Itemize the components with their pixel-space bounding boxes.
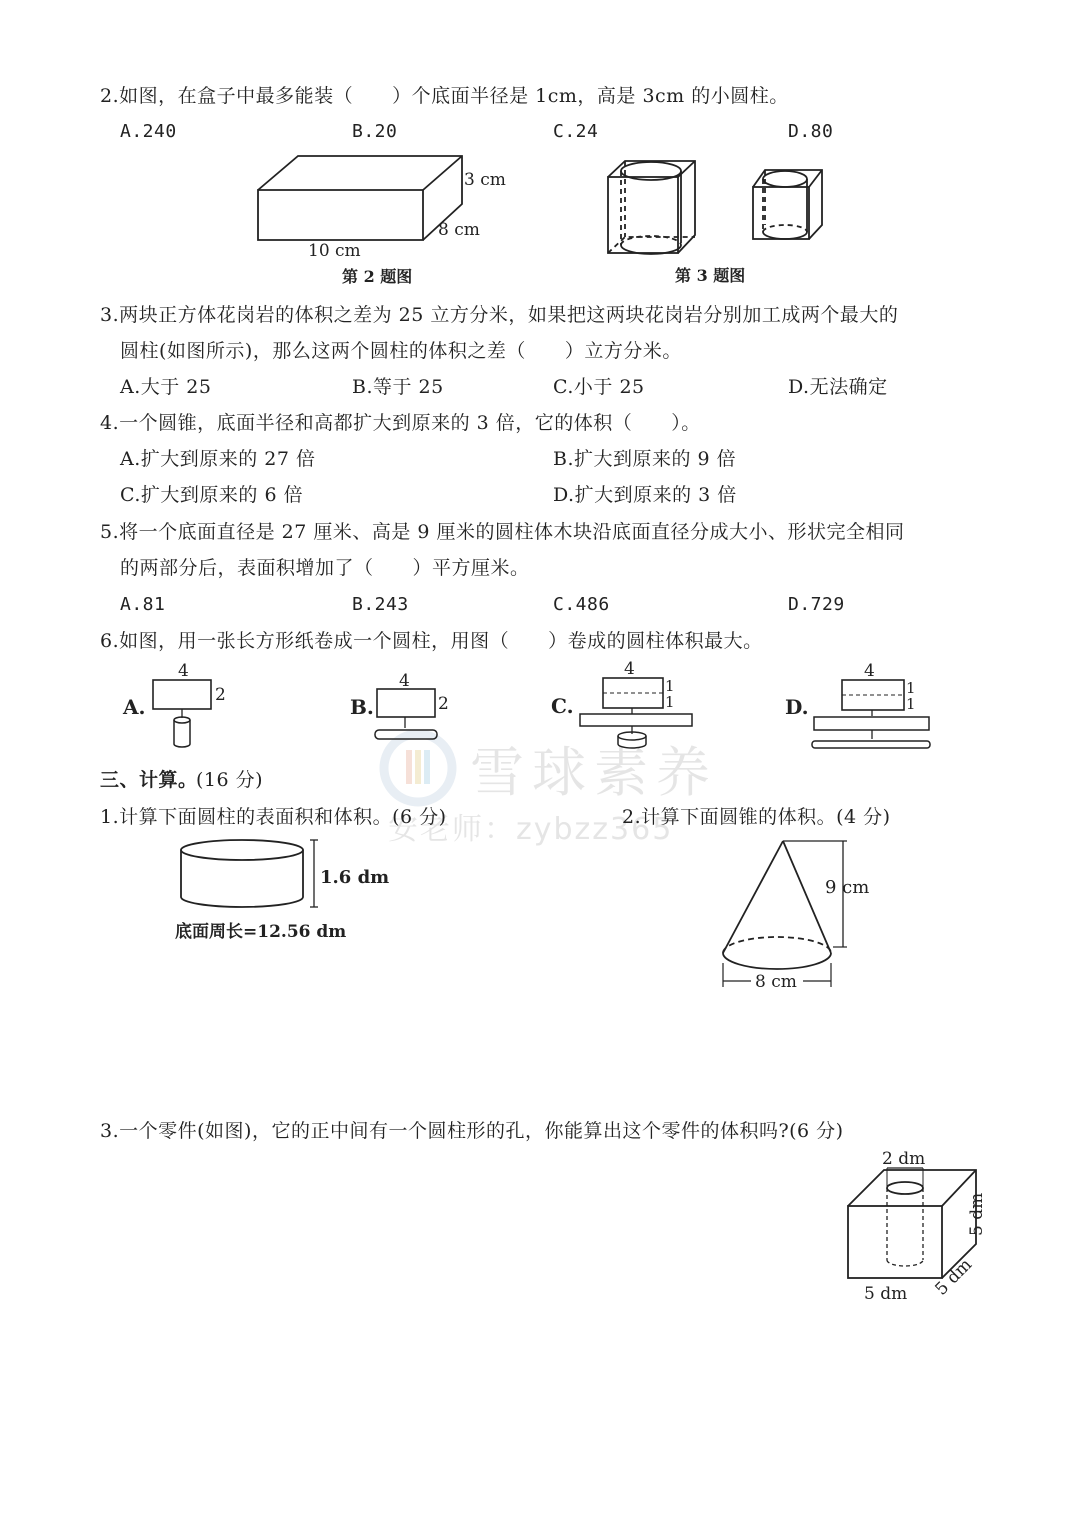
p3-length-label: 5 dm [864, 1284, 908, 1304]
svg-text:A.: A. [123, 695, 146, 719]
svg-text:C.: C. [551, 694, 574, 718]
p3-part-figure [838, 1148, 988, 1308]
q6-figure-b [347, 670, 467, 750]
p3-height-label: 5 dm [967, 1192, 987, 1236]
p2-text: 2.计算下面圆锥的体积。(4 分) [622, 806, 891, 828]
q3-option-c: C.小于 25 [553, 376, 645, 398]
q2-box-height: 3 cm [464, 170, 506, 190]
q6-stem: 6.如图，用一张长方形纸卷成一个圆柱，用图（ ）卷成的圆柱体积最大。 [100, 630, 763, 652]
q2-option-a: A.240 [120, 121, 177, 142]
q5-stem-line2: 的两部分后，表面积增加了（ ）平方厘米。 [120, 557, 530, 579]
q4-option-c: C.扩大到原来的 6 倍 [120, 484, 304, 506]
q2-caption: 第 2 题图 [342, 267, 413, 286]
p2-cone-figure [715, 835, 885, 995]
svg-text:4: 4 [399, 671, 410, 691]
q6-figure-d [782, 660, 942, 755]
q3-option-a: A.大于 25 [120, 376, 212, 398]
q5-option-b: B.243 [352, 594, 409, 615]
q3-option-b: B.等于 25 [352, 376, 444, 398]
q2-stem: 2.如图，在盒子中最多能装（ ）个底面半径是 1cm，高是 3cm 的小圆柱。 [100, 85, 789, 107]
q3-stem-line1: 3.两块正方体花岗岩的体积之差为 25 立方分米，如果把这两块花岗岩分别加工成两个最大的 [100, 304, 899, 326]
svg-text:B.: B. [350, 695, 374, 719]
p3-depth-label: 5 dm [931, 1254, 977, 1300]
svg-text:1: 1 [906, 679, 916, 697]
q2-option-b: B.20 [352, 121, 398, 142]
svg-text:4: 4 [178, 661, 189, 681]
q6-figure-a [120, 660, 240, 752]
p3-text: 3.一个零件(如图)，它的正中间有一个圆柱形的孔，你能算出这个零件的体积吗?(6 分) [100, 1120, 844, 1142]
p1-text: 1.计算下面圆柱的表面积和体积。(6 分) [100, 806, 447, 828]
p3-hole-label: 2 dm [882, 1149, 926, 1169]
q5-option-c: C.486 [553, 594, 610, 615]
p1-height-label: 1.6 dm [320, 867, 390, 888]
watermark-brand: 雪球素养 [470, 741, 718, 804]
svg-text:D.: D. [785, 695, 809, 719]
q4-option-b: B.扩大到原来的 9 倍 [553, 448, 737, 470]
svg-text:1: 1 [906, 695, 916, 713]
q4-option-a: A.扩大到原来的 27 倍 [120, 448, 316, 470]
svg-text:2: 2 [438, 694, 449, 714]
q3-cubes-figure [605, 155, 835, 290]
p1-cylinder-figure [170, 835, 390, 947]
p1-base-label: 底面周长=12.56 dm [175, 922, 347, 942]
watermark-teacher: 安老师：zybzz365 [388, 812, 674, 847]
q2-box-figure [250, 148, 530, 293]
q3-stem-line2: 圆柱(如图所示)，那么这两个圆柱的体积之差（ ）立方分米。 [120, 340, 682, 362]
p2-diameter-label: 8 cm [755, 972, 797, 992]
section-score: (16 分) [196, 769, 264, 791]
svg-text:1: 1 [665, 693, 675, 711]
q4-stem: 4.一个圆锥，底面半径和高都扩大到原来的 3 倍，它的体积（ ）。 [100, 412, 701, 434]
svg-text:4: 4 [864, 661, 875, 681]
section-heading: 三、计算。 [100, 769, 198, 791]
q6-figure-c [548, 658, 708, 753]
q3-option-d: D.无法确定 [788, 376, 888, 398]
p2-height-label: 9 cm [825, 877, 870, 898]
q4-option-d: D.扩大到原来的 3 倍 [553, 484, 737, 506]
q2-option-d: D.80 [788, 121, 834, 142]
q2-option-c: C.24 [553, 121, 599, 142]
svg-text:2: 2 [215, 685, 226, 705]
svg-text:1: 1 [665, 677, 675, 695]
q5-option-d: D.729 [788, 594, 845, 615]
q3-caption: 第 3 题图 [675, 266, 746, 285]
svg-text:4: 4 [624, 659, 635, 679]
q2-box-width: 8 cm [438, 220, 480, 240]
q5-stem-line1: 5.将一个底面直径是 27 厘米、高是 9 厘米的圆柱体木块沿底面直径分成大小、形状完全相同 [100, 521, 905, 543]
q2-box-length: 10 cm [308, 241, 361, 261]
q5-option-a: A.81 [120, 594, 166, 615]
